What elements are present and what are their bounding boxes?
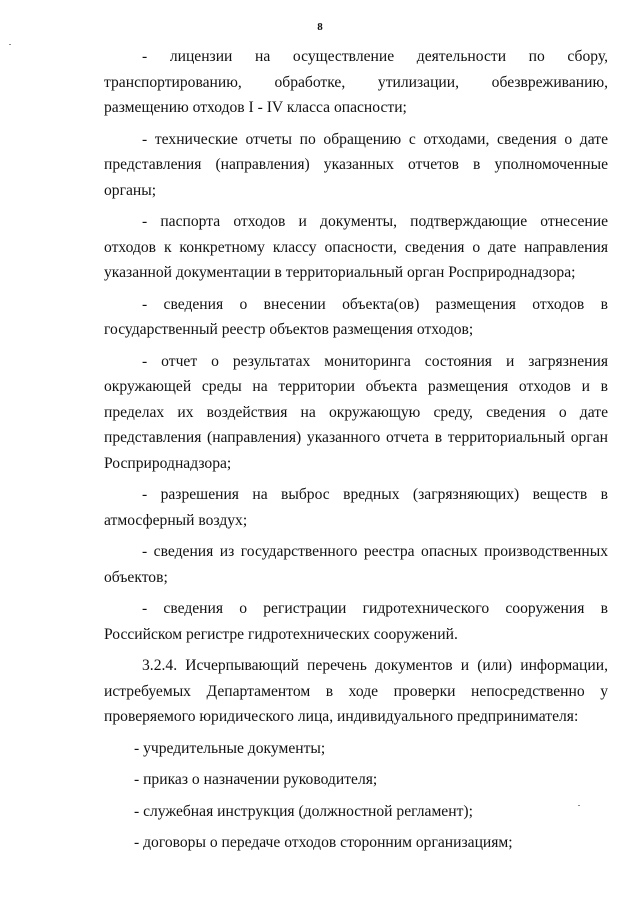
list-item: - сведения о регистрации гидротехнического сооружения в Российском регистре гидротехнических сооружений. — [104, 600, 608, 643]
list-item: - сведения из государственного реестра опасных производственных объектов; — [104, 543, 608, 586]
list-item: - сведения о внесении объекта(ов) размещения отходов в государственный реестр объектов размещения отходов; — [104, 295, 608, 338]
list-item: - приказ о назначении руководителя; — [134, 771, 378, 788]
list-item: - лицензии на осуществление деятельности по сбору, транспортированию, обработке, утилизации, обезвреживанию, размещению отходов I - IV класса опасности; — [104, 48, 608, 116]
document-body — [104, 44, 608, 856]
list-item: - отчет о результатах мониторинга состояния и загрязнения окружающей среды на территории объекта размещения отходов и в пределах их воздействия на окружающую среду, сведения о дате представления (направления) указанного отчета в территориальный орган Росприроднадзора; — [104, 352, 608, 472]
list-item: - технические отчеты по обращению с отходами, сведения о дате представления (направления) указанных отчетов в уполномоченные органы; — [104, 130, 608, 199]
scan-artifact — [9, 44, 11, 45]
list-item: - служебная инструкция (должностной регламент); — [134, 802, 473, 820]
list-item: - разрешения на выброс вредных (загрязняющих) веществ в атмосферный воздух; — [104, 486, 608, 529]
list-item: - паспорта отходов и документы, подтверждающие отнесение отходов к конкретному классу опасности, сведения о дате направления указанной документации в территориальный орган Росприроднадзора; — [104, 213, 608, 281]
list-item: - договоры о передаче отходов сторонним организациям; — [134, 834, 513, 851]
list-item: - учредительные документы; — [134, 739, 326, 757]
page-number: 8 — [317, 21, 323, 33]
section-paragraph: 3.2.4. Исчерпывающий перечень документов и (или) информации, истребуемых Департаментом в ходе проверки непосредственно у проверяемого юридического лица, индивидуального предпринимателя: — [104, 657, 608, 725]
